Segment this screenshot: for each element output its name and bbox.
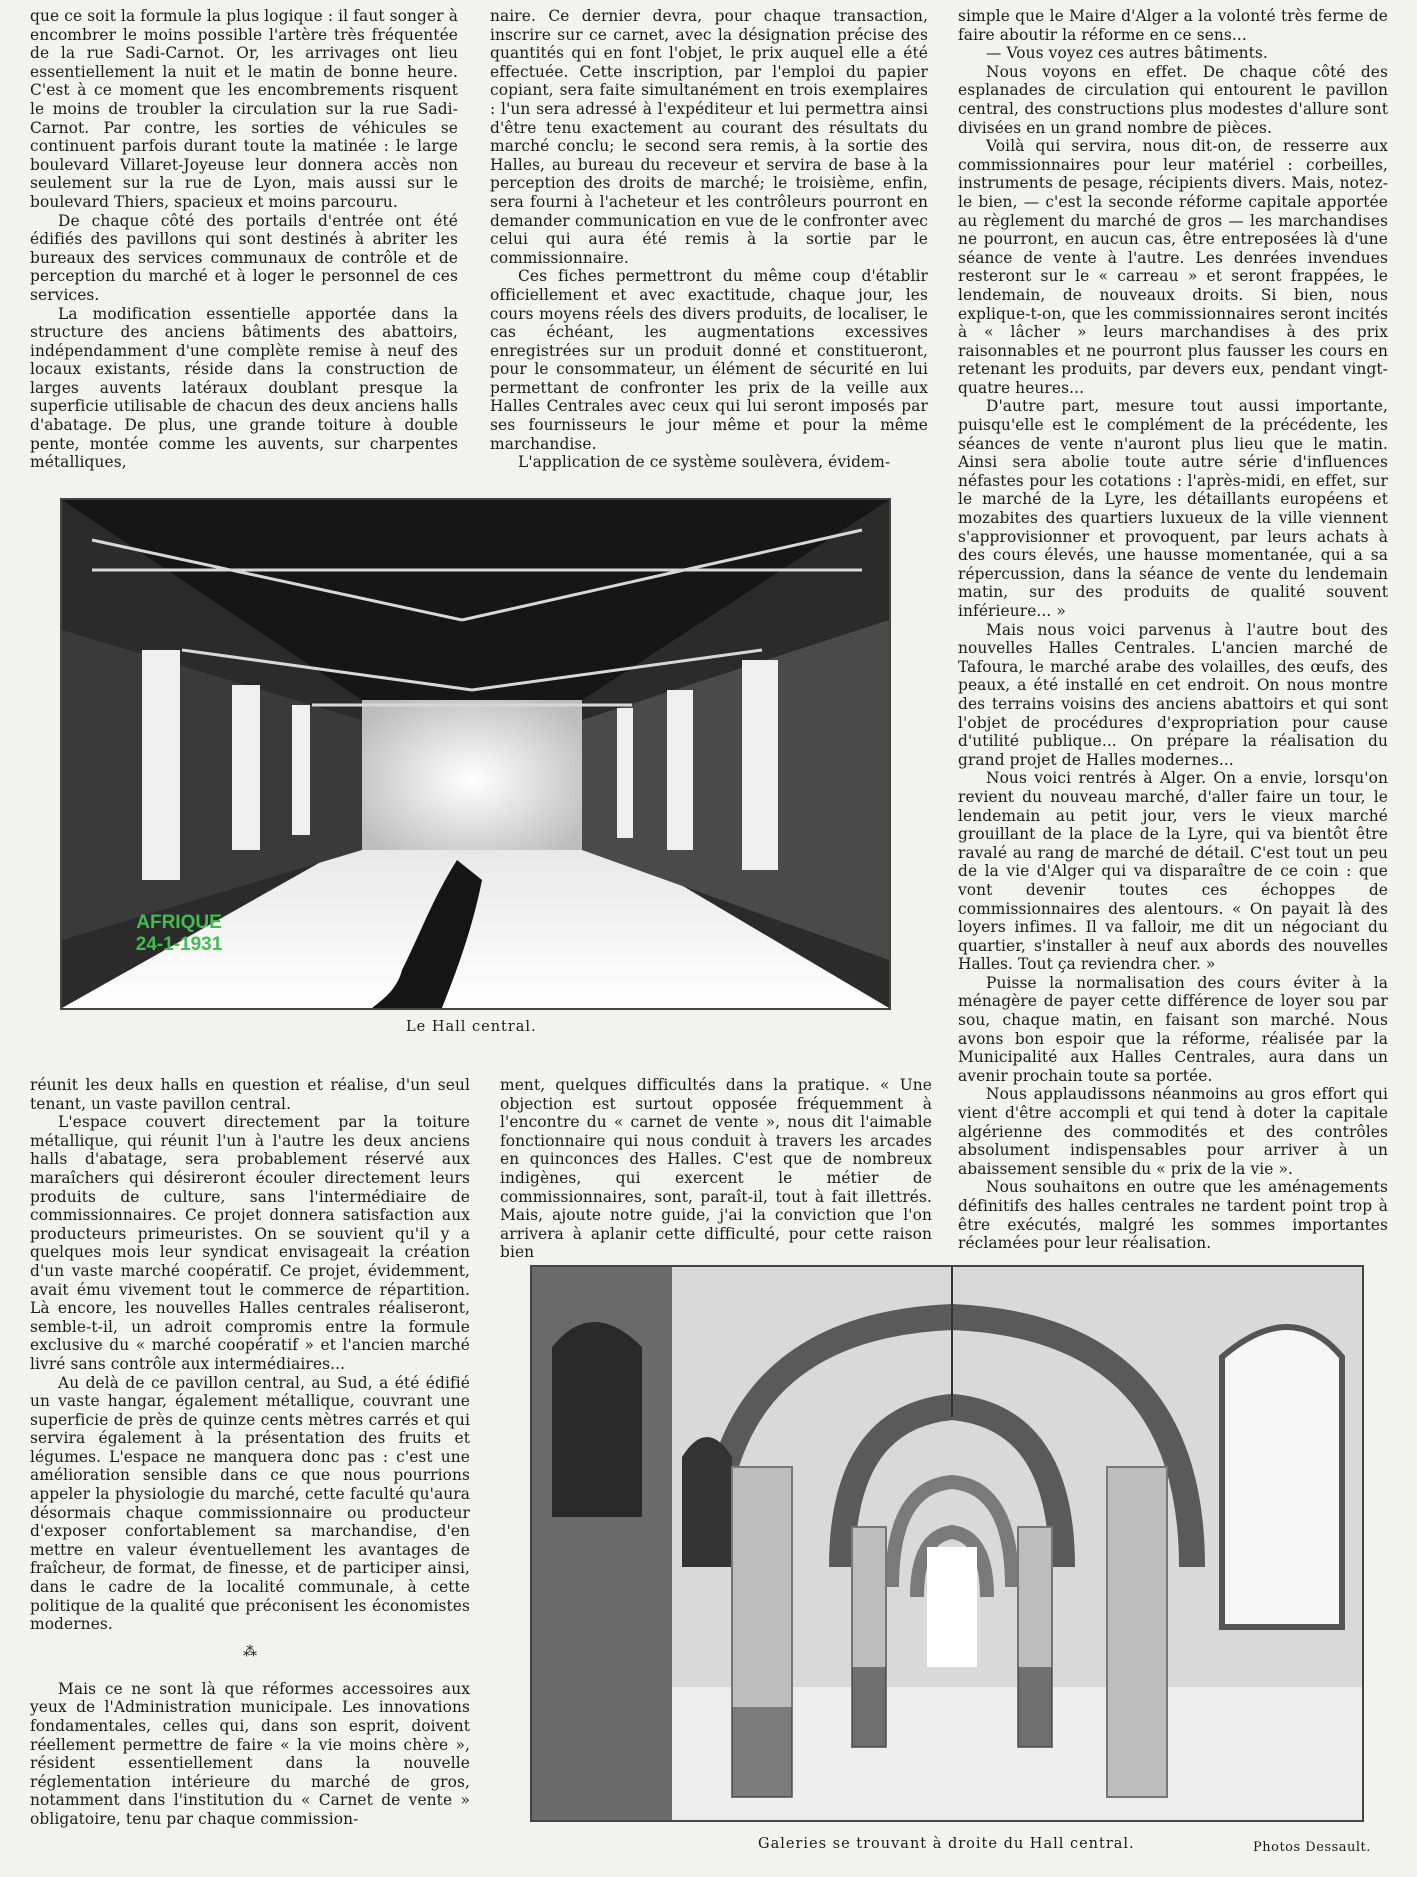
article-paragraph: Nous souhaitons en outre que les aménagements définitifs des halles centrales ne tardent point trop à être exécutés, malgré les sommes importantes réclamées pour leur réalisation. [958,1178,1388,1253]
article-paragraph: L'espace couvert directement par la toiture métallique, qui réunit l'un à l'autre les deux anciens halls d'abatage, sera probablement réservé aux maraîchers qui désireront écouler directement leurs produits de culture, sans l'intermédiaire de commissionnaires. Ce projet donnera satisfaction aux producteurs primeuristes. On se souvient qu'il y a quelques mois leur syndicat envisageait la création d'un vaste marché coopératif. Ce projet, évidemment, avait ému vivement tout le commerce de répartition. Là encore, les nouvelles Halles centrales réaliseront, semble-t-il, un adroit compromis entre la formule exclusive du « marché coopératif » et l'ancien marché livré sans contrôle aux intermédiaires... [30,1113,470,1373]
column-2-bottom [500,1076,932,1262]
article-paragraph: Nous voici rentrés à Alger. On a envie, lorsqu'on revient du nouveau marché, d'aller faire un tour, le lendemain au petit jour, vers le vieux marché grouillant de la place de la Lyre, qui va bientôt être ravalé au rang de marché de détail. C'est tout un peu de la vie d'Alger qui va disparaître de ce coin : que vont devenir toutes ces échoppes de commissionnaires des alentours. « On payait là des loyers infimes. Il va falloir, me dit un négociant du quartier, s'installer à neuf aux abords des nouvelles Halles. Tout ça reviendra cher. » [958,769,1388,974]
article-paragraph: D'autre part, mesure tout aussi importante, puisqu'elle est le complément de la précédente, les séances de vente n'auront plus lieu que le matin. Ainsi sera abolie toute autre série d'influences néfastes pour les cotations : l'après-midi, en effet, sur le marché de la Lyre, les détaillants européens et mozabites des quartiers luxueux de la ville viennent s'approvisionner et provoquent, par leurs achats à des cours élevés, une hausse momentanée, qui a sa répercussion, dans la séance de vente du lendemain matin, sur des produits de qualité souvent inférieure... » [958,397,1388,620]
article-paragraph: Au delà de ce pavillon central, au Sud, a été édifié un vaste hangar, également métallique, couvrant une superficie de près de quinze cents mètres carrés et qui servira également à la présentation des fruits et légumes. L'espace ne manquera donc pas : c'est une amélioration sensible dans ce que nous pourrions appeler la physiologie du marché, cette faculté qu'aura désormais chaque commissionnaire ou producteur d'exposer confortablement sa marchandise, d'en mettre en valeur éventuellement les avantages de fraîcheur, de format, de finesse, et de participer ainsi, dans le cadre de la localité communale, à cette politique de la qualité que préconisent les économistes modernes. [30,1373,470,1634]
article-paragraph: Ces fiches permettront du même coup d'établir officiellement et avec exactitude, chaque jour, les cours moyens réels des divers produits, de localiser, le cas échéant, les augmentations excessives enregistrées sur un produit donné et constitueront, pour le consommateur, un élément de sécurité en lui permettant de confronter les prix de la veille aux Halles Centrales avec ceux qui lui seront imposés par ses fournisseurs le jour même et pour la même marchandise. [490,267,928,453]
article-paragraph: Mais ce ne sont là que réformes accessoires aux yeux de l'Administration municipale. Les innovations fondamentales, celles qui, dans son esprit, doivent réellement permettre de faire « la vie moins chère », résident essentiellement dans la nouvelle réglementation intérieure du marché de gros, notamment dans l'institution du « Carnet de vente » obligatoire, tenu par chaque commission- [30,1679,470,1828]
galleries-photo [530,1265,1364,1822]
article-paragraph: La modification essentielle apportée dans la structure des anciens bâtiments des abattoirs, indépendamment d'une complète remise à neuf des locaux existants, réside dans la construction de larges auvents latéraux doublant presque la superficie utilisable de chacun des deux anciens halls d'abatage. De plus, une grande toiture à double pente, montée comme les auvents, sur charpentes métalliques, [30,304,458,472]
article-paragraph: Voilà qui servira, nous dit-on, de resserre aux commissionnaires pour leur matériel : corbeilles, instruments de pesage, récipients divers. Mais, notez-le bien, — c'est la seconde réforme capitale apportée au règlement du marché de gros — les marchandises ne pourront, en aucun cas, être entreposées là d'une séance de vente à l'autre. Les denrées invendues resteront sur le « carreau » et seront frappées, le lendemain, de nouveaux droits. Si bien, nous explique-t-on, que les commissionnaires seront incités à « lâcher » leurs marchandises à des prix raisonnables et ne pourront plus fausser les cours en retenant les produits, par devers eux, pendant vingt-quatre heures... [958,137,1388,397]
article-paragraph: ment, quelques difficultés dans la pratique. « Une objection est surtout opposée fréquemment à l'encontre du « carnet de vente », nous dit l'aimable fonctionnaire qui nous conduit à travers les arcades en quinconces des Halles. C'est que de nombreux indigènes, qui exercent le métier de commissionnaires, sont, paraît-il, tout à fait illettrés. Mais, ajoute notre guide, j'ai la conviction que l'on arrivera à aplanir cette difficulté, pour cette raison bien [500,1076,932,1262]
article-paragraph: L'application de ce système soulèvera, évidem- [518,453,891,472]
stamp-date: 24-1-1931 [135,934,223,955]
article-paragraph: que ce soit la formule la plus logique : il faut songer à encombrer le moins possible l'artère très fréquentée de la rue Sadi-Carnot. Or, les arrivages ont lieu essentiellement la nuit et le matin de bonne heure. C'est à ce moment que les encombrements risquent le moins de troubler la circulation sur la rue Sadi-Carnot. Par contre, les sorties de véhicules se continuent parfois durant toute la matinée : le large boulevard Villaret-Joyeuse leur donnera accès non seulement sur la rue de Lyon, mais aussi sur le boulevard Thiers, spacieux et moins parcouru. [30,7,458,211]
archive-stamp [120,912,238,956]
column-1-bottom [30,1076,470,1829]
column-1-bottom-text [30,1076,470,1634]
article-paragraph: Nous applaudissons néanmoins au gros effort qui vient d'être accompli et qui tend à doter la capitale algérienne des commodités et des contrôles absolument indispensables pour arriver à un abaissement sensible du « prix de la vie ». [958,1085,1388,1178]
photo-credit: Photos Dessault. [1253,1840,1371,1855]
article-paragraph: simple que le Maire d'Alger a la volonté très ferme de faire aboutir la réforme en ce sens... [958,7,1388,44]
galleries-image [532,1267,1362,1820]
article-paragraph: Mais nous voici parvenus à l'autre bout des nouvelles Halles Centrales. L'ancien marché de Tafoura, le marché arabe des volailles, des œufs, des peaux, a été installé en cet endroit. On nous montre des terrains voisins des anciens abattoirs et qui sont l'objet de procédures d'expropriation pour cause d'utilité publique... On prépare la réalisation du grand projet de Halles modernes... [958,620,1388,769]
article-paragraph: Nous voyons en effet. De chaque côté des esplanades de circulation qui entourent le pavillon central, des constructions plus modestes d'allure sont divisées en un grand nombre de pièces. [958,62,1388,137]
galleries-caption: Galeries se trouvant à droite du Hall central. [758,1836,1135,1852]
article-paragraph: Puisse la normalisation des cours éviter à la ménagère de payer cette différence de loyer sou par sou, chaque matin, en faisant son marché. Nous avons bon espoir que la réforme, réalisée par la Municipalité aux Halles Centrales, aura dans un avenir prochain toute sa portée. [958,973,1388,1085]
column-1-end-text [30,1680,470,1829]
column-2-top [490,7,928,472]
article-paragraph: réunit les deux halls en question et réalise, d'un seul tenant, un vaste pavillon central. [30,1076,470,1113]
stamp-source: AFRIQUE [136,912,222,933]
article-paragraph: — Vous voyez ces autres bâtiments. [986,44,1268,63]
article-paragraph: De chaque côté des portails d'entrée ont été édifiés des pavillons qui sont destinés à abriter les bureaux des services communaux de contrôle et de perception du marché et à loger le personnel de ces services. [30,211,458,304]
column-1-top [30,7,458,472]
section-break-asterism: ⁂ [242,1643,258,1660]
hall-central-caption: Le Hall central. [406,1019,537,1035]
article-paragraph: naire. Ce dernier devra, pour chaque transaction, inscrire sur ce carnet, avec la désignation précise des quantités qui en font l'objet, le prix auquel elle a été effectuée. Cette inscription, par l'emploi du papier copiant, sera faite simultanément en trois exemplaires : l'un sera adressé à l'expéditeur et lui permettra ainsi d'être tenu exactement au courant des résultats du marché conclu; le second sera remis, à la sortie des Halles, au bureau du receveur et servira de base à la perception des droits de marché; le troisième, enfin, sera fourni à l'acheteur et les contrôleurs pourront en demander communication en vue de le confronter avec celui qui aura été remis à la sortie par le commissionnaire. [490,7,928,267]
column-3 [958,7,1388,1253]
